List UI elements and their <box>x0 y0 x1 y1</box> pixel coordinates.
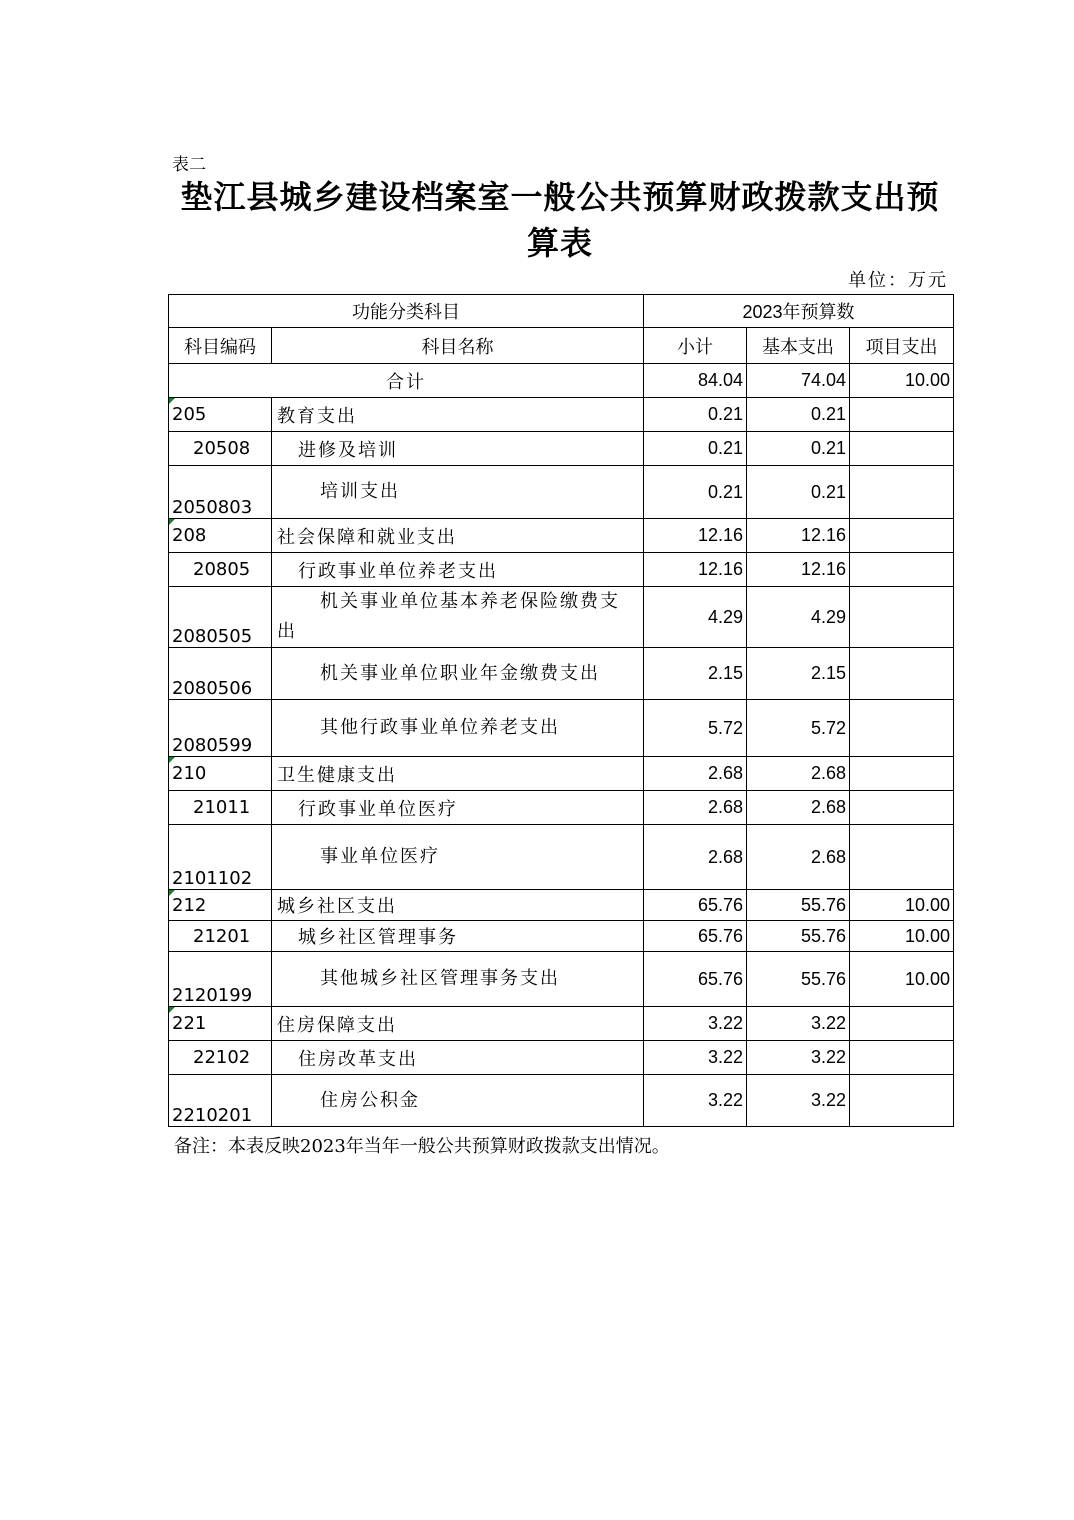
table-row <box>169 1041 954 1075</box>
row-project <box>850 791 954 825</box>
row-name: 卫生健康支出 <box>272 757 644 791</box>
row-subtotal: 2.68 <box>644 757 747 791</box>
row-code: 2080506 <box>169 648 272 700</box>
table-row <box>169 757 954 791</box>
row-basic: 55.76 <box>747 890 850 921</box>
header-project: 项目支出 <box>850 328 954 364</box>
row-code: 2080599 <box>169 700 272 757</box>
row-subtotal: 3.22 <box>644 1007 747 1041</box>
header-row-columns <box>169 328 954 364</box>
row-basic: 2.68 <box>747 757 850 791</box>
row-name: 城乡社区管理事务 <box>272 921 644 952</box>
row-name: 行政事业单位养老支出 <box>272 553 644 587</box>
table-row <box>169 700 954 757</box>
row-basic: 2.68 <box>747 825 850 890</box>
table-row <box>169 466 954 519</box>
row-name: 其他行政事业单位养老支出 <box>272 700 644 757</box>
row-code: 2080505 <box>169 587 272 648</box>
row-subtotal: 65.76 <box>644 921 747 952</box>
row-basic: 0.21 <box>747 432 850 466</box>
row-project <box>850 398 954 432</box>
table-row <box>169 921 954 952</box>
total-basic: 74.04 <box>747 364 850 398</box>
row-basic: 3.22 <box>747 1041 850 1075</box>
row-basic: 3.22 <box>747 1007 850 1041</box>
row-code: 2210201 <box>169 1075 272 1127</box>
budget-table <box>168 294 954 1127</box>
total-project: 10.00 <box>850 364 954 398</box>
total-subtotal: 84.04 <box>644 364 747 398</box>
row-name: 培训支出 <box>272 466 644 519</box>
row-project: 10.00 <box>850 921 954 952</box>
row-subtotal: 12.16 <box>644 553 747 587</box>
row-basic: 2.15 <box>747 648 850 700</box>
row-name: 机关事业单位基本养老保险缴费支出 <box>272 587 644 648</box>
row-subtotal: 2.15 <box>644 648 747 700</box>
row-project <box>850 700 954 757</box>
row-name: 住房公积金 <box>272 1075 644 1127</box>
row-basic: 5.72 <box>747 700 850 757</box>
row-code: 205 <box>169 398 272 432</box>
row-project <box>850 1075 954 1127</box>
table-label: 表二 <box>172 155 206 175</box>
row-name: 住房改革支出 <box>272 1041 644 1075</box>
row-subtotal: 65.76 <box>644 890 747 921</box>
row-code: 212 <box>169 890 272 921</box>
row-name: 机关事业单位职业年金缴费支出 <box>272 648 644 700</box>
unit-label: 单位：万元 <box>848 270 948 291</box>
row-basic: 55.76 <box>747 952 850 1007</box>
total-label: 合计 <box>169 364 644 398</box>
error-marker-icon <box>169 757 175 763</box>
footnote: 备注：本表反映2023年当年一般公共预算财政拨款支出情况。 <box>174 1136 670 1157</box>
row-subtotal: 65.76 <box>644 952 747 1007</box>
header-name: 科目名称 <box>272 328 644 364</box>
table-row <box>169 890 954 921</box>
row-project <box>850 825 954 890</box>
row-basic: 2.68 <box>747 791 850 825</box>
row-project: 10.00 <box>850 952 954 1007</box>
row-subtotal: 2.68 <box>644 791 747 825</box>
row-project <box>850 1041 954 1075</box>
header-row-group <box>169 295 954 328</box>
table-row <box>169 432 954 466</box>
row-subtotal: 0.21 <box>644 466 747 519</box>
error-marker-icon <box>169 398 175 404</box>
row-basic: 0.21 <box>747 466 850 519</box>
error-marker-icon <box>169 519 175 525</box>
row-subtotal: 5.72 <box>644 700 747 757</box>
row-basic: 55.76 <box>747 921 850 952</box>
row-subtotal: 4.29 <box>644 587 747 648</box>
row-subtotal: 2.68 <box>644 825 747 890</box>
row-code: 2120199 <box>169 952 272 1007</box>
header-code: 科目编码 <box>169 328 272 364</box>
header-function-category: 功能分类科目 <box>169 295 644 328</box>
row-project <box>850 587 954 648</box>
total-row <box>169 364 954 398</box>
table-row <box>169 1075 954 1127</box>
row-basic: 12.16 <box>747 553 850 587</box>
table-row <box>169 1007 954 1041</box>
row-project <box>850 519 954 553</box>
row-name: 住房保障支出 <box>272 1007 644 1041</box>
table-row <box>169 648 954 700</box>
table-row <box>169 952 954 1007</box>
row-code: 20508 <box>169 432 272 466</box>
table-row <box>169 825 954 890</box>
row-basic: 12.16 <box>747 519 850 553</box>
row-code: 2050803 <box>169 466 272 519</box>
header-subtotal: 小计 <box>644 328 747 364</box>
row-project <box>850 466 954 519</box>
row-subtotal: 0.21 <box>644 432 747 466</box>
error-marker-icon <box>169 1007 175 1013</box>
row-name: 社会保障和就业支出 <box>272 519 644 553</box>
row-name: 城乡社区支出 <box>272 890 644 921</box>
row-project: 10.00 <box>850 890 954 921</box>
row-code: 21201 <box>169 921 272 952</box>
table-row <box>169 791 954 825</box>
table-row <box>169 519 954 553</box>
row-code: 20805 <box>169 553 272 587</box>
document-title: 垫江县城乡建设档案室一般公共预算财政拨款支出预算表 <box>180 178 940 262</box>
row-subtotal: 0.21 <box>644 398 747 432</box>
row-basic: 4.29 <box>747 587 850 648</box>
row-project <box>850 757 954 791</box>
row-basic: 0.21 <box>747 398 850 432</box>
row-project <box>850 1007 954 1041</box>
row-code: 208 <box>169 519 272 553</box>
row-project <box>850 432 954 466</box>
row-project <box>850 648 954 700</box>
row-name: 其他城乡社区管理事务支出 <box>272 952 644 1007</box>
row-code: 21011 <box>169 791 272 825</box>
row-code: 2101102 <box>169 825 272 890</box>
row-subtotal: 3.22 <box>644 1075 747 1127</box>
row-name: 行政事业单位医疗 <box>272 791 644 825</box>
row-subtotal: 3.22 <box>644 1041 747 1075</box>
row-code: 22102 <box>169 1041 272 1075</box>
row-project <box>850 553 954 587</box>
row-name: 教育支出 <box>272 398 644 432</box>
header-budget-year: 2023年预算数 <box>644 295 954 328</box>
row-subtotal: 12.16 <box>644 519 747 553</box>
row-basic: 3.22 <box>747 1075 850 1127</box>
error-marker-icon <box>169 890 175 896</box>
header-basic: 基本支出 <box>747 328 850 364</box>
row-name: 进修及培训 <box>272 432 644 466</box>
row-name: 事业单位医疗 <box>272 825 644 890</box>
table-row <box>169 553 954 587</box>
row-code: 210 <box>169 757 272 791</box>
row-code: 221 <box>169 1007 272 1041</box>
table-row <box>169 398 954 432</box>
table-row <box>169 587 954 648</box>
